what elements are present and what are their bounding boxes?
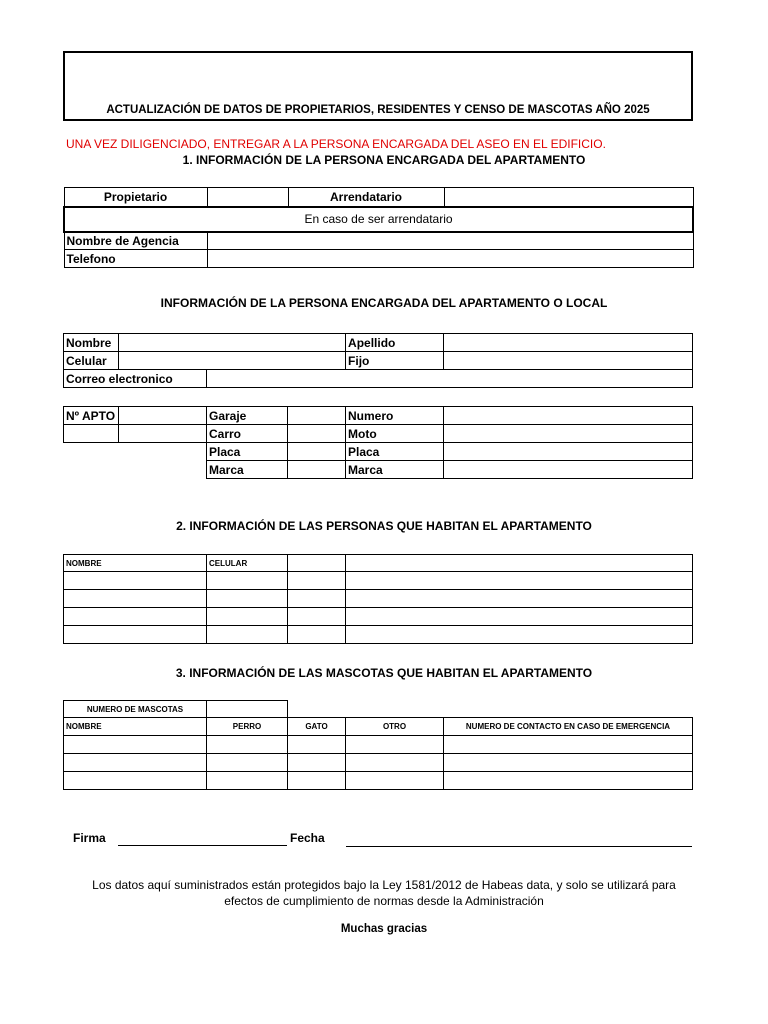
pet-cell[interactable]	[288, 736, 346, 754]
section3-heading: 3. INFORMACIÓN DE LAS MASCOTAS QUE HABITAN EL APARTAMENTO	[175, 666, 593, 680]
resident-cell[interactable]	[64, 626, 207, 644]
resident-cell[interactable]	[288, 608, 346, 626]
correo-field[interactable]	[207, 370, 693, 388]
propietario-checkbox[interactable]	[207, 188, 288, 207]
agencia-field[interactable]	[207, 232, 693, 250]
placa-moto-field[interactable]	[444, 443, 693, 461]
pets-col-gato: GATO	[288, 718, 346, 736]
section2-heading: 2. INFORMACIÓN DE LAS PERSONAS QUE HABITAN EL APARTAMENTO	[176, 519, 592, 533]
pet-cell[interactable]	[346, 772, 444, 790]
pets-table	[63, 700, 693, 790]
pets-col-perro: PERRO	[207, 718, 288, 736]
owner-table	[63, 187, 694, 268]
section1b-heading: INFORMACIÓN DE LA PERSONA ENCARGADA DEL APARTAMENTO O LOCAL	[160, 296, 608, 310]
form-title: ACTUALIZACIÓN DE DATOS DE PROPIETARIOS, RESIDENTES Y CENSO DE MASCOTAS AÑO 2025	[106, 104, 650, 116]
pet-cell[interactable]	[288, 772, 346, 790]
pet-cell[interactable]	[444, 754, 693, 772]
vehicle-table	[63, 406, 693, 479]
privacy-line-1: Los datos aquí suministrados están protegidos bajo la Ley 1581/2012 de Habeas data, y solo se utilizará para	[92, 878, 676, 892]
section1-heading: 1. INFORMACIÓN DE LA PERSONA ENCARGADA DEL APARTAMENTO	[182, 153, 586, 167]
thanks-text: Muchas gracias	[340, 923, 428, 935]
arrendatario-subheading: En caso de ser arrendatario	[64, 207, 693, 232]
placa-carro-field[interactable]	[288, 443, 346, 461]
fijo-label: Fijo	[346, 352, 444, 370]
numero-mascotas-field[interactable]	[207, 701, 288, 718]
pet-cell[interactable]	[64, 754, 207, 772]
numero-mascotas-label: NUMERO DE MASCOTAS	[64, 701, 207, 718]
blank-cell	[64, 443, 207, 461]
residents-col-4	[346, 555, 693, 572]
garaje-field[interactable]	[288, 407, 346, 425]
arrendatario-checkbox[interactable]	[444, 188, 693, 207]
pets-col-otro: OTRO	[346, 718, 444, 736]
pets-col-nombre: NOMBRE	[64, 718, 207, 736]
apto-field-3[interactable]	[119, 425, 207, 443]
pet-cell[interactable]	[207, 772, 288, 790]
agencia-label: Nombre de Agencia	[64, 232, 207, 250]
resident-cell[interactable]	[207, 626, 288, 644]
firma-line[interactable]	[118, 830, 287, 846]
apellido-field[interactable]	[444, 334, 693, 352]
telefono-field[interactable]	[207, 250, 693, 268]
resident-cell[interactable]	[207, 608, 288, 626]
pet-cell[interactable]	[444, 772, 693, 790]
celular-field[interactable]	[119, 352, 346, 370]
pet-cell[interactable]	[207, 736, 288, 754]
arrendatario-label: Arrendatario	[288, 188, 444, 207]
moto-field[interactable]	[444, 425, 693, 443]
carro-field[interactable]	[288, 425, 346, 443]
blank-cell	[288, 701, 693, 718]
pet-cell[interactable]	[288, 754, 346, 772]
resident-cell[interactable]	[288, 572, 346, 590]
carro-label: Carro	[207, 425, 288, 443]
marca-moto-field[interactable]	[444, 461, 693, 479]
resident-cell[interactable]	[288, 626, 346, 644]
apto-label: Nº APTO	[64, 407, 119, 425]
resident-cell[interactable]	[207, 572, 288, 590]
placa-moto-label: Placa	[346, 443, 444, 461]
pet-cell[interactable]	[64, 736, 207, 754]
residents-col-nombre: NOMBRE	[64, 555, 207, 572]
numero-field[interactable]	[444, 407, 693, 425]
fecha-label: Fecha	[290, 831, 325, 845]
resident-cell[interactable]	[288, 590, 346, 608]
title-box	[63, 51, 693, 121]
resident-cell[interactable]	[346, 590, 693, 608]
pets-col-contacto: NUMERO DE CONTACTO EN CASO DE EMERGENCIA	[444, 718, 693, 736]
pet-cell[interactable]	[207, 754, 288, 772]
correo-label: Correo electronico	[64, 370, 207, 388]
moto-label: Moto	[346, 425, 444, 443]
residents-col-3	[288, 555, 346, 572]
nombre-label: Nombre	[64, 334, 119, 352]
resident-cell[interactable]	[207, 590, 288, 608]
pet-cell[interactable]	[64, 772, 207, 790]
garaje-label: Garaje	[207, 407, 288, 425]
person-table	[63, 333, 693, 388]
marca-carro-field[interactable]	[288, 461, 346, 479]
nombre-field[interactable]	[119, 334, 346, 352]
resident-cell[interactable]	[346, 626, 693, 644]
firma-label: Firma	[73, 831, 106, 845]
fecha-line[interactable]	[346, 831, 692, 847]
marca-moto-label: Marca	[346, 461, 444, 479]
apellido-label: Apellido	[346, 334, 444, 352]
resident-cell[interactable]	[64, 608, 207, 626]
blank-cell	[64, 461, 207, 479]
residents-col-celular: CELULAR	[207, 555, 288, 572]
propietario-label: Propietario	[64, 188, 207, 207]
fijo-field[interactable]	[444, 352, 693, 370]
resident-cell[interactable]	[64, 590, 207, 608]
resident-cell[interactable]	[64, 572, 207, 590]
apto-field-2[interactable]	[64, 425, 119, 443]
placa-carro-label: Placa	[207, 443, 288, 461]
apto-field[interactable]	[119, 407, 207, 425]
pet-cell[interactable]	[444, 736, 693, 754]
celular-label: Celular	[64, 352, 119, 370]
resident-cell[interactable]	[346, 608, 693, 626]
pet-cell[interactable]	[346, 754, 444, 772]
telefono-label: Telefono	[64, 250, 207, 268]
numero-label: Numero	[346, 407, 444, 425]
delivery-notice: UNA VEZ DILIGENCIADO, ENTREGAR A LA PERSONA ENCARGADA DEL ASEO EN EL EDIFICIO.	[66, 137, 606, 151]
marca-carro-label: Marca	[207, 461, 288, 479]
privacy-line-2: efectos de cumplimiento de normas desde la Administración	[224, 894, 544, 908]
residents-table	[63, 554, 693, 644]
pet-cell[interactable]	[346, 736, 444, 754]
resident-cell[interactable]	[346, 572, 693, 590]
